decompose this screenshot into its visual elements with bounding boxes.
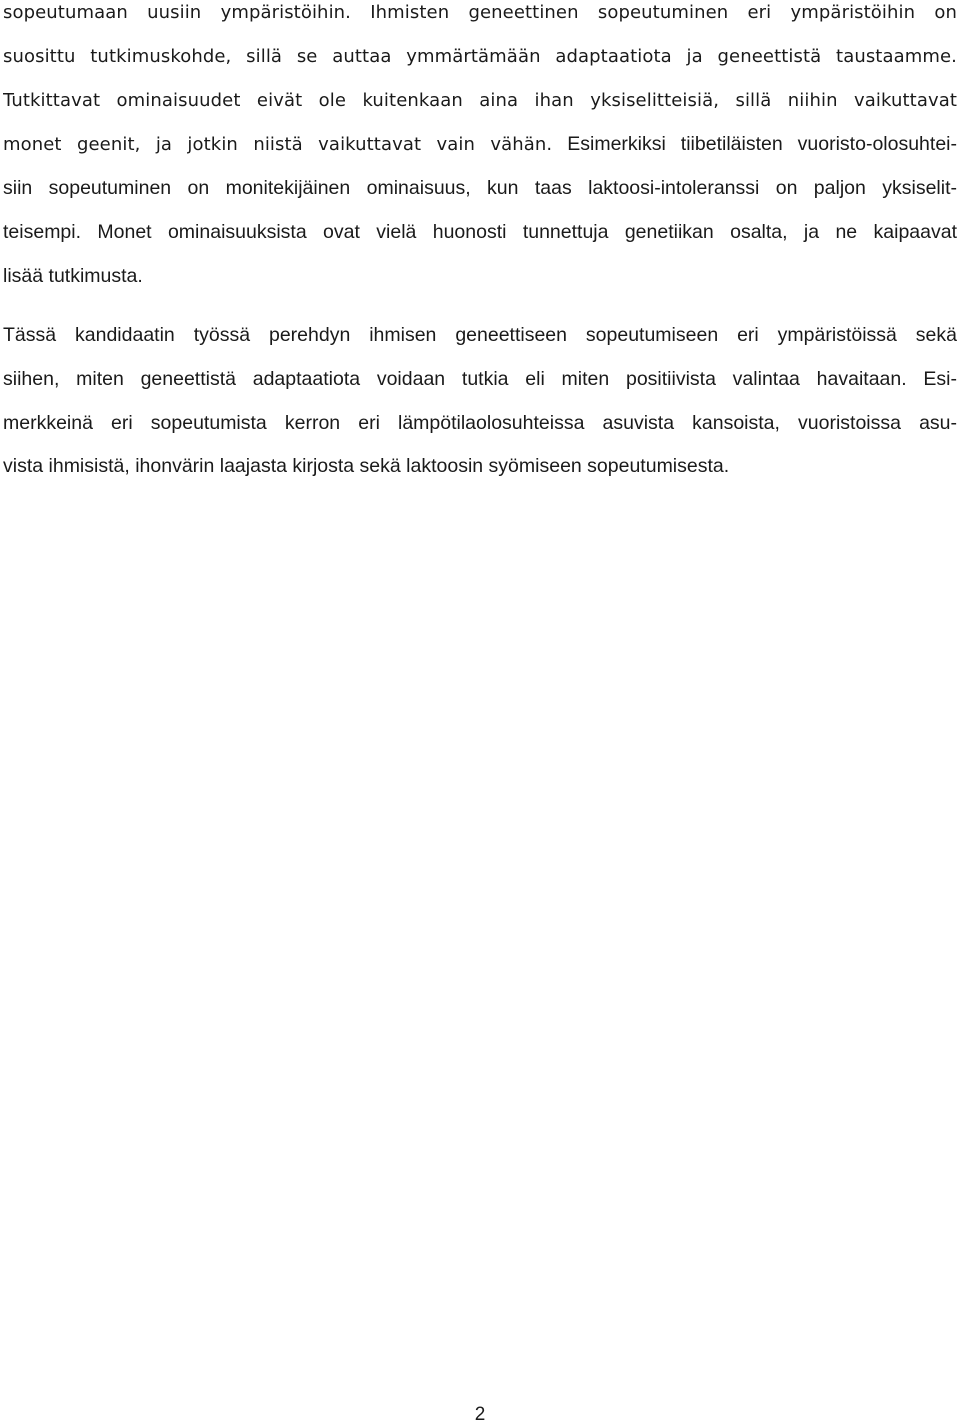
- text-line: [3, 44, 957, 70]
- text-segment: Esimerkiksi tiibetiläisten vuoristo-olosuhtei-: [552, 133, 957, 155]
- text-segment: sopeutumaan uusiin ympäristöihin. Ihmisten geneettinen sopeutuminen eri ympäristöihin on: [3, 2, 957, 23]
- text-segment: Tutkittavat ominaisuudet eivät ole kuitenkaan aina ihan yksiselitteisiä, sillä niihin vaikuttavat: [3, 90, 957, 111]
- text-line: [3, 88, 957, 114]
- text-segment: teisempi. Monet ominaisuuksista ovat vielä huonosti tunnettuja genetiikan osalta, ja ne kaipaavat: [3, 221, 957, 243]
- text-segment: merkkeinä eri sopeutumista kerron eri lämpötilaolosuhteissa asuvista kansoista, vuoristoissa asu-: [3, 412, 957, 434]
- text-segment: vista ihmisistä, ihonvärin laajasta kirjosta sekä laktoosin syömiseen sopeutumisesta.: [3, 455, 730, 477]
- text-line: [3, 131, 957, 158]
- text-segment: Tässä kandidaatin työssä perehdyn ihmisen geneettiseen sopeutumiseen eri ympäristöissä sekä: [3, 324, 957, 346]
- text-line: [3, 0, 957, 26]
- text-line: [3, 263, 957, 290]
- text-line: [3, 322, 957, 349]
- text-segment: monet geenit, ja jotkin niistä vaikuttavat vain vähän.: [3, 134, 553, 155]
- text-line: [3, 453, 957, 480]
- text-line: [3, 366, 957, 393]
- text-segment: siin sopeutuminen on monitekijäinen ominaisuus, kun taas laktoosi-intoleranssi on paljon yksiselit-: [3, 177, 957, 199]
- text-line: [3, 175, 957, 202]
- text-line: [3, 410, 957, 437]
- text-segment: suosittu tutkimuskohde, sillä se auttaa ymmärtämään adaptaatiota ja geneettistä taustaamme.: [3, 46, 957, 67]
- text-segment: lisää tutkimusta.: [3, 265, 143, 287]
- text-segment: siihen, miten geneettistä adaptaatiota voidaan tutkia eli miten positiivista valintaa havaitaan. Esi-: [3, 368, 957, 390]
- text-line: [3, 219, 957, 246]
- page-number: 2: [474, 1404, 486, 1425]
